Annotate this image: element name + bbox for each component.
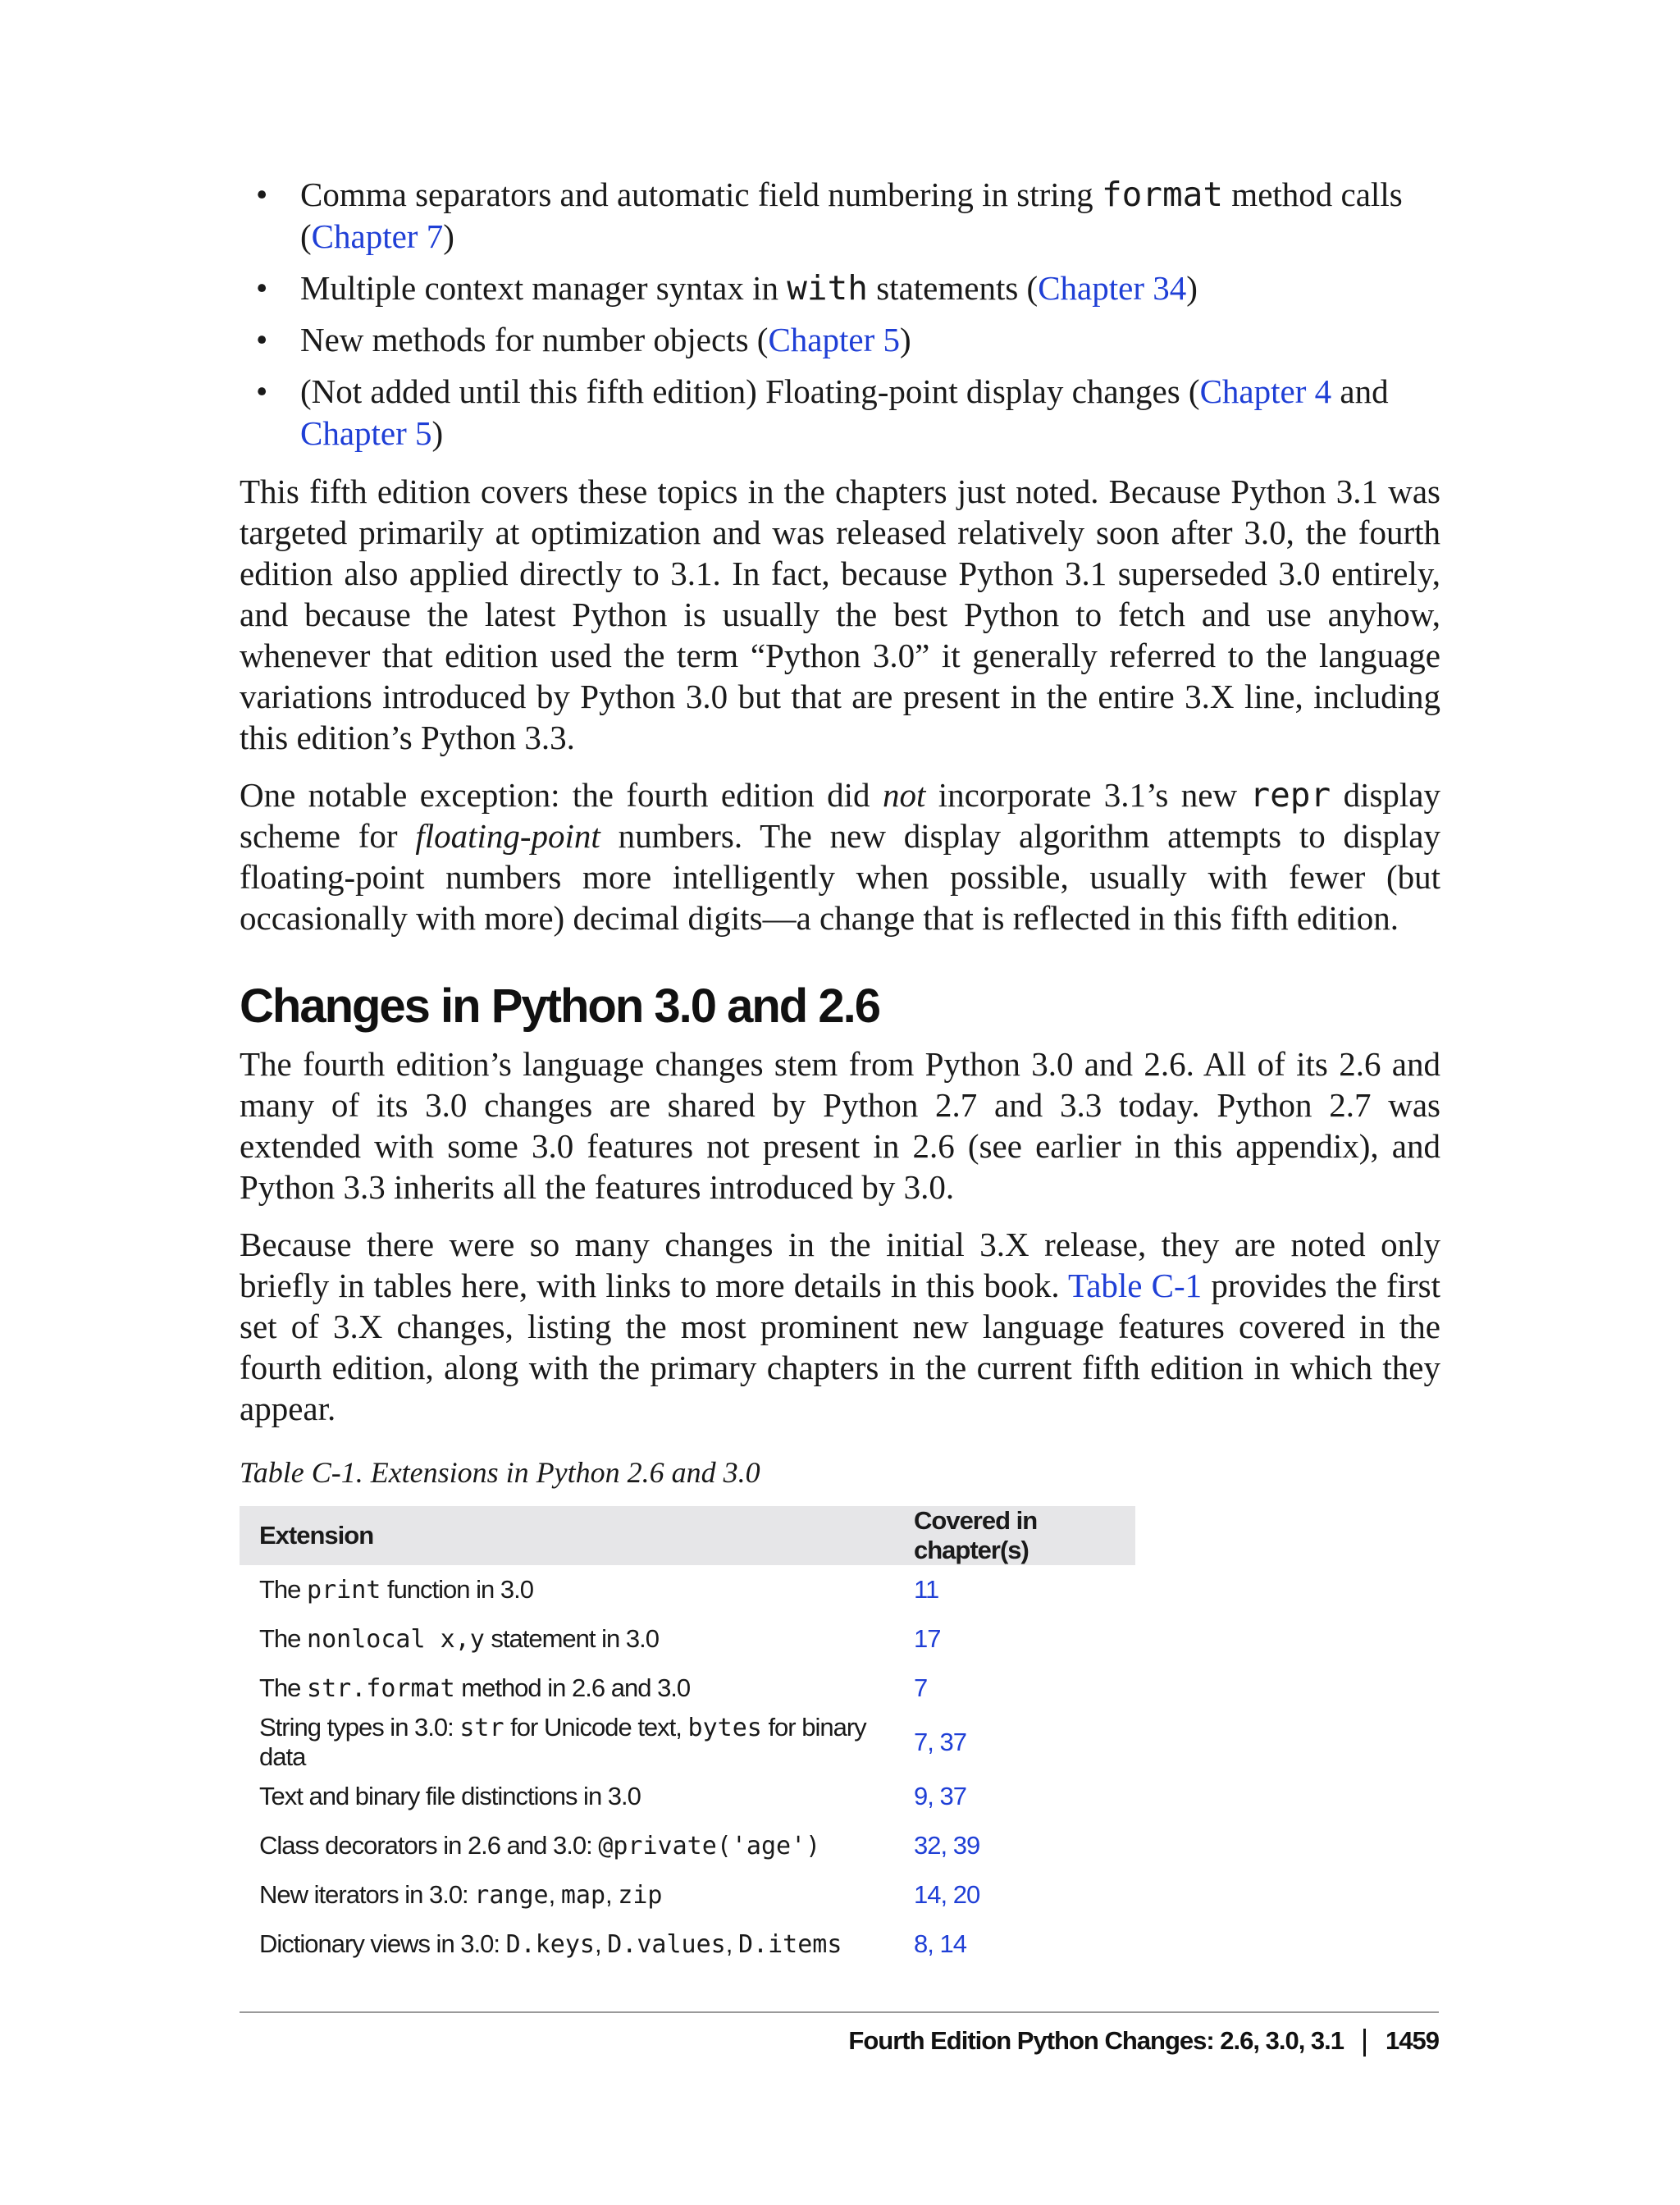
- bullet-dot-icon: •: [256, 269, 268, 307]
- inline-code: repr: [1249, 775, 1331, 815]
- bullet-item: • Comma separators and automatic field numbering in string format method calls (Chapter 7): [256, 175, 1403, 255]
- page-number: 1459: [1386, 2026, 1439, 2055]
- bullet-dot-icon: •: [256, 176, 268, 213]
- footer-separator: [1363, 2029, 1366, 2057]
- page-footer: [848, 2025, 1439, 2057]
- footer-title: Fourth Edition Python Changes: 2.6, 3.0, 3.1: [848, 2026, 1344, 2055]
- inline-code: with: [787, 268, 868, 308]
- footer-divider: [240, 2011, 1439, 2013]
- table-caption: Table C-1. Extensions in Python 2.6 and 3.0: [240, 1456, 760, 1489]
- table-row: [240, 1870, 1135, 1920]
- chapter-cell[interactable]: 14, 20: [914, 1880, 980, 1909]
- body-paragraph: Because there were so many changes in the initial 3.X release, they are noted only briefly in tables here, with links to more details in this book. Table C-1 provides the first set of 3.X changes, listing the most prominent new language features covered in the fourth edition, along with the primary chapters in the current fifth edition in which they appear.: [240, 1226, 1440, 1427]
- table-row: [240, 1920, 1135, 1969]
- column-header-extension: Extension: [240, 1506, 914, 1565]
- body-paragraph: The fourth edition’s language changes stem from Python 3.0 and 2.6. All of its 2.6 and many of its 3.0 changes are shared by Python 2.7 and 3.3 today. Python 2.7 was extended with some 3.0 features not present in 2.6 (see earlier in this appendix), and Python 3.3 inherits all the features introduced by 3.0.: [240, 1045, 1440, 1206]
- chapter-link[interactable]: Chapter 7: [311, 217, 444, 255]
- table-row: [240, 1664, 1135, 1713]
- body-paragraph: This fifth edition covers these topics in the chapters just noted. Because Python 3.1 was targeted primarily at optimization and was released relatively soon after 3.0, the fourth edition also applied directly to 3.1. In fact, because Python 3.1 superseded 3.0 entirely, and because the latest Python is usually the best Python to fetch and use anyhow, whenever that edition used the term “Python 3.0” it generally referred to the language variations introduced by Python 3.0 but that are present in the entire 3.X line, including this edition’s Python 3.3.: [240, 472, 1440, 756]
- chapter-cell[interactable]: 7, 37: [914, 1728, 966, 1756]
- bullet-dot-icon: •: [256, 372, 268, 410]
- chapter-cell[interactable]: 17: [914, 1624, 941, 1653]
- chapter-cell[interactable]: 8, 14: [914, 1929, 966, 1958]
- body-paragraph: One notable exception: the fourth edition did not incorporate 3.1’s new repr display scheme for floating-point numbers. The new display algorithm attempts to display floating-point numbers more intelligently when possible, usually with fewer (but occasionally with more) decimal digits—a change that is reflected in this fifth edition.: [240, 775, 1440, 937]
- chapter-link[interactable]: Chapter 5: [768, 321, 900, 358]
- table-row: [240, 1565, 1135, 1614]
- chapter-cell[interactable]: 11: [914, 1575, 939, 1604]
- extension-cell: The nonlocal x,y statement in 3.0: [259, 1624, 659, 1654]
- extensions-table: [240, 1506, 1135, 1969]
- extension-cell: String types in 3.0: str for Unicode text, bytes for binary data: [259, 1713, 866, 1771]
- page-content: [240, 174, 1440, 1969]
- emphasis: floating-point: [415, 817, 600, 855]
- chapter-link[interactable]: Chapter 34: [1038, 269, 1187, 307]
- chapter-link[interactable]: Chapter 4: [1199, 372, 1332, 410]
- table-row: [240, 1614, 1135, 1664]
- table-row: [240, 1821, 1135, 1870]
- extension-cell: Dictionary views in 3.0: D.keys, D.values, D.items: [259, 1929, 842, 1959]
- extension-cell: The str.format method in 2.6 and 3.0: [259, 1673, 691, 1703]
- chapter-link[interactable]: Chapter 5: [300, 414, 432, 452]
- chapter-cell[interactable]: 9, 37: [914, 1782, 966, 1810]
- table-row: [240, 1772, 1135, 1821]
- column-header-chapters: Covered in chapter(s): [914, 1506, 1135, 1565]
- table-link[interactable]: Table C-1: [1068, 1267, 1203, 1304]
- extension-cell: Text and binary file distinctions in 3.0: [259, 1782, 641, 1810]
- bullet-item: • Multiple context manager syntax in with statements (Chapter 34): [256, 268, 1198, 308]
- chapter-cell[interactable]: 7: [914, 1673, 928, 1702]
- chapter-cell[interactable]: 32, 39: [914, 1831, 980, 1860]
- extension-cell: Class decorators in 2.6 and 3.0: @private('age'): [259, 1831, 821, 1860]
- table-header-row: [240, 1506, 1135, 1565]
- table-row: [240, 1713, 1135, 1772]
- bullet-item: • New methods for number objects (Chapter 5): [240, 319, 1440, 361]
- bullet-item: • (Not added until this fifth edition) Floating-point display changes (Chapter 4 and Chapter 5): [256, 372, 1389, 452]
- feature-bullet-list: [240, 174, 1440, 454]
- section-heading: Changes in Python 3.0 and 2.6: [240, 979, 879, 1033]
- extension-cell: New iterators in 3.0: range, map, zip: [259, 1880, 663, 1910]
- extension-cell: The print function in 3.0: [259, 1575, 533, 1605]
- inline-code: format: [1101, 175, 1224, 214]
- bullet-dot-icon: •: [256, 321, 268, 358]
- emphasis: not: [882, 776, 926, 814]
